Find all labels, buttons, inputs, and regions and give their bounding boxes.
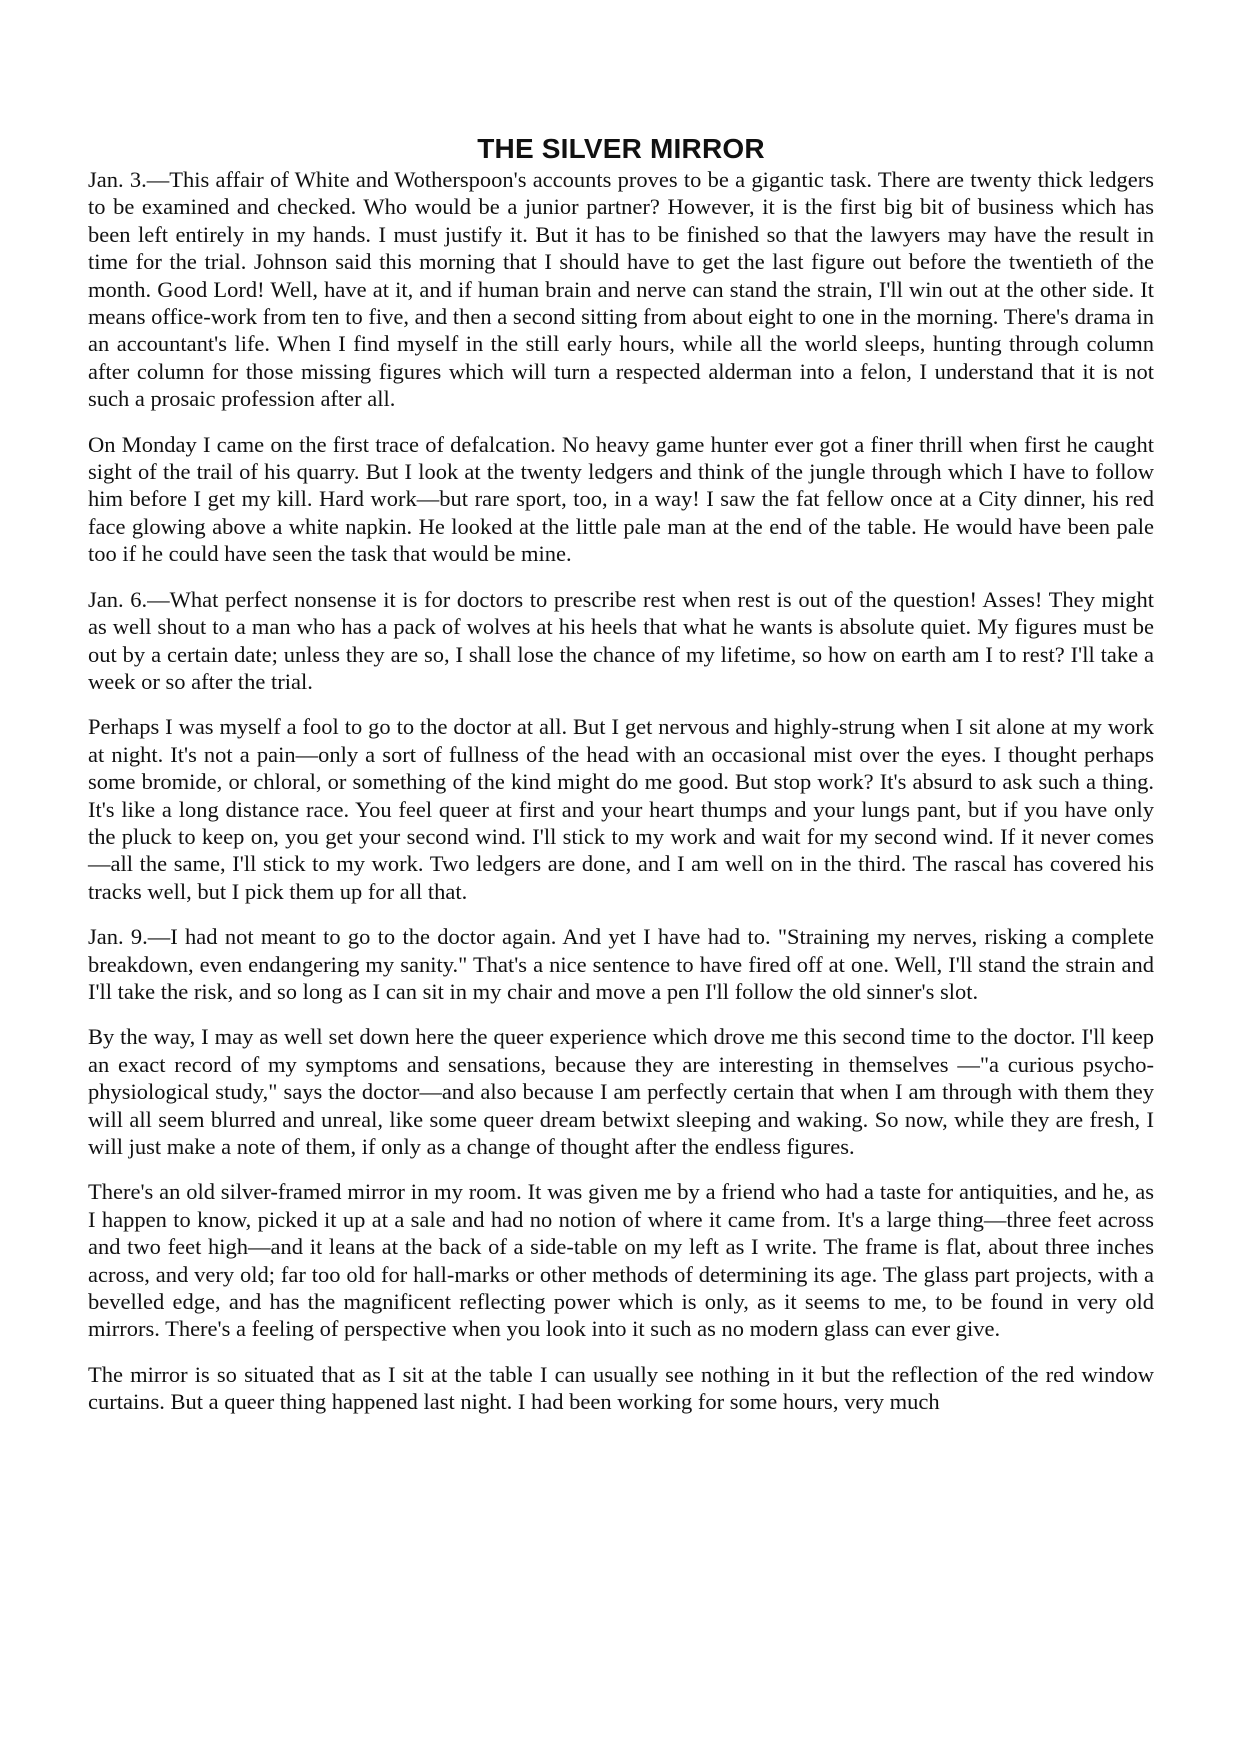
paragraph: Jan. 6.—What perfect nonsense it is for doctors to prescribe rest when rest is out of the question! Asses! They might as well shout to a man who has a pack of wolves at his heels that what he wants is absolute quiet. My figures must be out by a certain date; unless they are so, I shall lose the chance of my lifetime, so how on earth am I to rest? I'll take a week or so after the trial. — [88, 586, 1154, 694]
paragraph: Jan. 9.—I had not meant to go to the doctor again. And yet I have had to. "Straining my nerves, risking a complete breakdown, even endangering my sanity." That's a nice sentence to have fired off at one. Well, I'll stand the strain and I'll take the risk, and so long as I can sit in my chair and move a pen I'll follow the old sinner's slot. — [88, 924, 1154, 1004]
page-title: THE SILVER MIRROR — [477, 133, 765, 164]
paragraph: There's an old silver-framed mirror in my room. It was given me by a friend who had a taste for antiquities, and he, as I happen to know, picked it up at a sale and had no notion of where it came from. It's a large thing—three feet across and two feet high—and it leans at the back of a side-table on my left as I write. The frame is flat, about three inches across, and very old; far too old for hall-marks or other methods of determining its age. The glass part projects, with a bevelled edge, and has the magnificent reflecting power which is only, as it seems to me, to be found in very old mirrors. There's a feeling of perspective when you look into it such as no modern glass can ever give. — [88, 1179, 1154, 1342]
paragraph: The mirror is so situated that as I sit at the table I can usually see nothing in it but the reflection of the red window curtains. But a queer thing happened last night. I had been working for some hours, very much — [88, 1361, 1154, 1415]
paragraph: Perhaps I was myself a fool to go to the doctor at all. But I get nervous and highly-strung when I sit alone at my work at night. It's not a pain—only a sort of fullness of the head with an occasional mist over the eyes. I thought perhaps some bromide, or chloral, or something of the kind might do me good. But stop work? It's absurd to ask such a thing. It's like a long distance race. You feel queer at first and your heart thumps and your lungs pant, but if you have only the pluck to keep on, you get your second wind. I'll stick to my work and wait for my second wind. If it never comes—all the same, I'll stick to my work. Two ledgers are done, and I am well on in the third. The rascal has covered his tracks well, but I pick them up for all that. — [88, 714, 1154, 904]
paragraph: On Monday I came on the first trace of defalcation. No heavy game hunter ever got a finer thrill when first he caught sight of the trail of his quarry. But I look at the twenty ledgers and think of the jungle through which I have to follow him before I get my kill. Hard work—but rare sport, too, in a way! I saw the fat fellow once at a City dinner, his red face glowing above a white napkin. He looked at the little pale man at the end of the table. He would have been pale too if he could have seen the task that would be mine. — [88, 431, 1154, 567]
document-page — [88, 132, 1154, 1434]
paragraph: Jan. 3.—This affair of White and Wotherspoon's accounts proves to be a gigantic task. There are twenty thick ledgers to be examined and checked. Who would be a junior partner? However, it is the first big bit of business which has been left entirely in my hands. I must justify it. But it has to be finished so that the lawyers may have the result in time for the trial. Johnson said this morning that I should have to get the last figure out before the twentieth of the month. Good Lord! Well, have at it, and if human brain and nerve can stand the strain, I'll win out at the other side. It means office-work from ten to five, and then a second sitting from about eight to one in the morning. There's drama in an accountant's life. When I find myself in the still early hours, while all the world sleeps, hunting through column after column for those missing figures which will turn a respected alderman into a felon, I understand that it is not such a prosaic profession after all. — [88, 167, 1154, 412]
paragraph: By the way, I may as well set down here the queer experience which drove me this second time to the doctor. I'll keep an exact record of my symptoms and sensations, because they are interesting in themselves —"a curious psycho-physiological study," says the doctor—and also because I am perfectly certain that when I am through with them they will all seem blurred and unreal, like some queer dream betwixt sleeping and waking. So now, while they are fresh, I will just make a note of them, if only as a change of thought after the endless figures. — [88, 1024, 1154, 1159]
